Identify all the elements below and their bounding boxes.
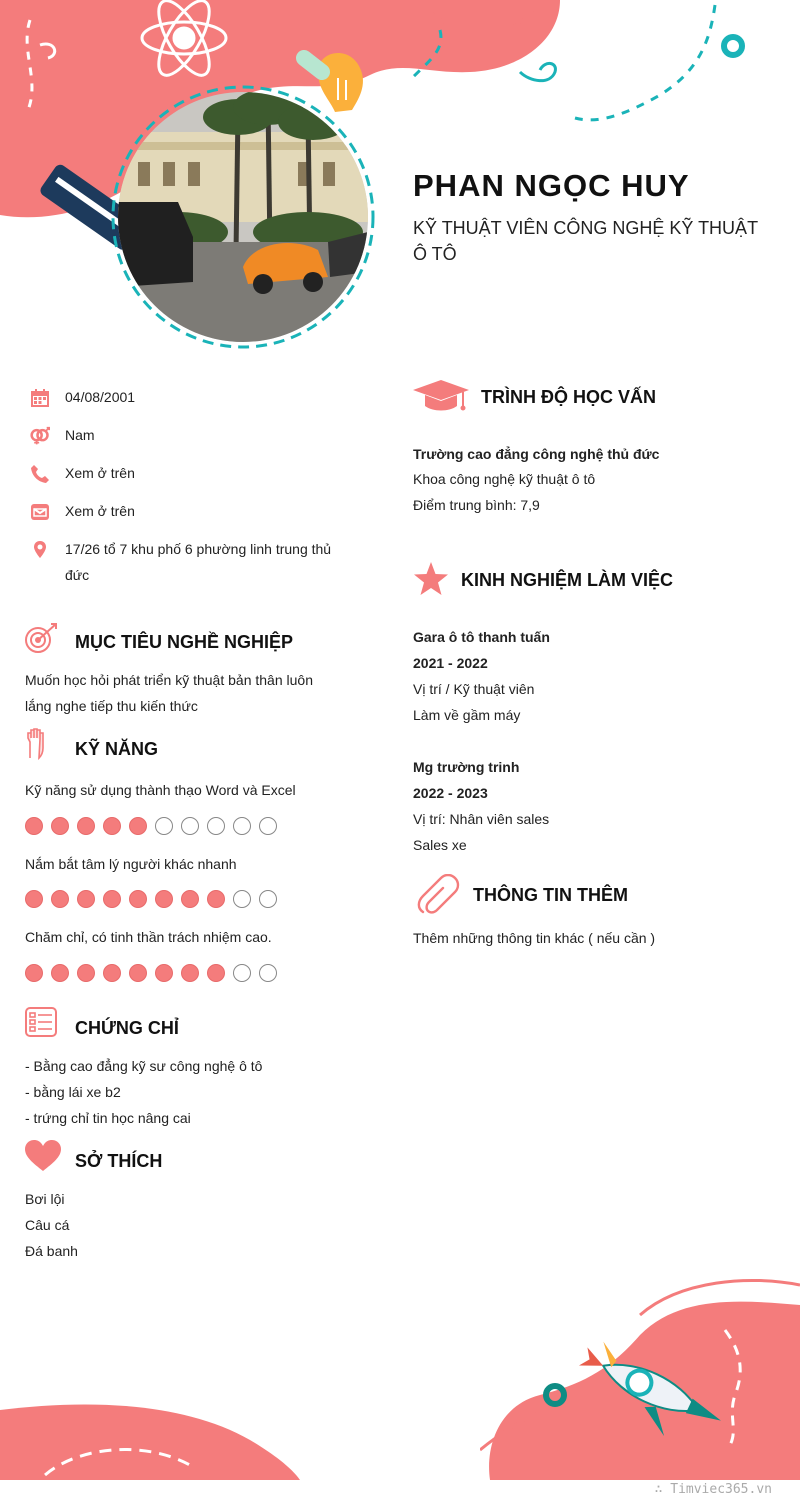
target-icon — [24, 622, 60, 656]
rating-dot-filled — [77, 817, 95, 835]
rating-dot-empty — [233, 817, 251, 835]
objective-title: MỤC TIÊU NGHỀ NGHIỆP — [75, 632, 294, 652]
skill-name: Nắm bắt tâm lý người khác nhanh — [25, 856, 237, 872]
skills-title: KỸ NĂNG — [75, 739, 159, 759]
rating-dot-filled — [129, 964, 147, 982]
footer-decoration-left — [0, 1400, 310, 1480]
phone-icon — [30, 464, 50, 484]
rating-dot-empty — [233, 890, 251, 908]
experience-position: Vị trí: Nhân viên sales — [413, 811, 550, 827]
rating-dot-filled — [103, 964, 121, 982]
birthday-value: 04/08/2001 — [65, 389, 136, 405]
calendar-icon — [30, 388, 50, 408]
education-gpa: Điểm trung bình: 7,9 — [413, 497, 540, 513]
rating-dot-empty — [155, 817, 173, 835]
rating-dot-filled — [207, 964, 225, 982]
email-value: Xem ở trên — [65, 503, 135, 519]
rating-dot-filled — [155, 964, 173, 982]
rating-dot-filled — [51, 964, 69, 982]
hobbies-list — [25, 1186, 325, 1264]
rating-dot-filled — [25, 964, 43, 982]
rating-dot-empty — [207, 817, 225, 835]
hand-icon — [25, 728, 49, 760]
profile-photo — [118, 92, 368, 342]
certificate-item: - bằng lái xe b2 — [25, 1084, 121, 1100]
education-title: TRÌNH ĐỘ HỌC VẤN — [481, 387, 656, 407]
experience-company: Mg trường trinh — [413, 759, 520, 775]
skill-rating — [25, 964, 277, 982]
experience-period: 2022 - 2023 — [413, 785, 488, 801]
rating-dot-filled — [181, 964, 199, 982]
hobbies-title: SỞ THÍCH — [75, 1151, 163, 1171]
skill-name: Kỹ năng sử dụng thành thạo Word và Excel — [25, 782, 296, 798]
certificate-item: - trứng chỉ tin học nâng cai — [25, 1110, 191, 1126]
candidate-name: PHAN NGỌC HUY — [413, 168, 690, 203]
rating-dot-empty — [259, 890, 277, 908]
paperclip-icon — [415, 874, 461, 916]
watermark: ∴ Timviec365.vn — [654, 1482, 772, 1497]
footer-decoration-right — [480, 1275, 800, 1480]
rating-dot-filled — [51, 890, 69, 908]
skill-name: Chăm chỉ, có tinh thần trách nhiệm cao. — [25, 929, 272, 945]
objective-text: Muốn học hỏi phát triển kỹ thuật bản thân luôn lắng nghe tiếp thu kiến thức — [25, 672, 313, 714]
checklist-icon — [25, 1007, 57, 1037]
hobby-item: Câu cá — [25, 1217, 70, 1233]
rating-dot-filled — [129, 890, 147, 908]
rating-dot-filled — [77, 964, 95, 982]
rating-dot-filled — [103, 817, 121, 835]
rating-dot-filled — [103, 890, 121, 908]
gender-value: Nam — [65, 427, 95, 443]
rating-dot-filled — [25, 890, 43, 908]
rating-dot-filled — [77, 890, 95, 908]
experience-company: Gara ô tô thanh tuấn — [413, 629, 550, 645]
hobby-item: Bơi lội — [25, 1191, 65, 1207]
certificates-list — [25, 1053, 345, 1131]
location-pin-icon — [30, 540, 50, 560]
extra-title: THÔNG TIN THÊM — [473, 885, 628, 905]
certificates-title: CHỨNG CHỈ — [75, 1018, 179, 1038]
rating-dot-filled — [181, 890, 199, 908]
hobby-item: Đá banh — [25, 1243, 78, 1259]
extra-text: Thêm những thông tin khác ( nếu cần ) — [413, 930, 656, 946]
rating-dot-empty — [233, 964, 251, 982]
rating-dot-empty — [259, 817, 277, 835]
rating-dot-filled — [207, 890, 225, 908]
heart-icon — [25, 1140, 61, 1172]
rating-dot-filled — [129, 817, 147, 835]
phone-value: Xem ở trên — [65, 465, 135, 481]
experience-position: Vị trí / Kỹ thuật viên — [413, 681, 535, 697]
address-value: 17/26 tổ 7 khu phố 6 phường linh trung thủ đức — [65, 541, 332, 583]
rating-dot-empty — [181, 817, 199, 835]
rating-dot-empty — [259, 964, 277, 982]
job-title: KỸ THUẬT VIÊN CÔNG NGHỆ KỸ THUẬT Ô TÔ — [413, 218, 758, 264]
education-major: Khoa công nghệ kỹ thuật ô tô — [413, 471, 596, 487]
gender-icon — [30, 426, 50, 446]
experience-item — [413, 754, 773, 858]
skill-rating — [25, 890, 277, 908]
skill-rating — [25, 817, 277, 835]
graduation-cap-icon — [413, 380, 469, 414]
rating-dot-filled — [25, 817, 43, 835]
experience-period: 2021 - 2022 — [413, 655, 488, 671]
star-icon — [413, 562, 449, 596]
experience-item — [413, 624, 773, 728]
education-school: Trường cao đẳng công nghệ thủ đức — [413, 446, 660, 462]
experience-description: Làm về gầm máy — [413, 707, 521, 723]
rating-dot-filled — [51, 817, 69, 835]
certificate-item: - Bằng cao đẳng kỹ sư công nghệ ô tô — [25, 1058, 263, 1074]
experience-title: KINH NGHIỆM LÀM VIỆC — [461, 570, 674, 590]
rating-dot-filled — [155, 890, 173, 908]
experience-description: Sales xe — [413, 837, 467, 853]
envelope-icon — [30, 502, 50, 522]
